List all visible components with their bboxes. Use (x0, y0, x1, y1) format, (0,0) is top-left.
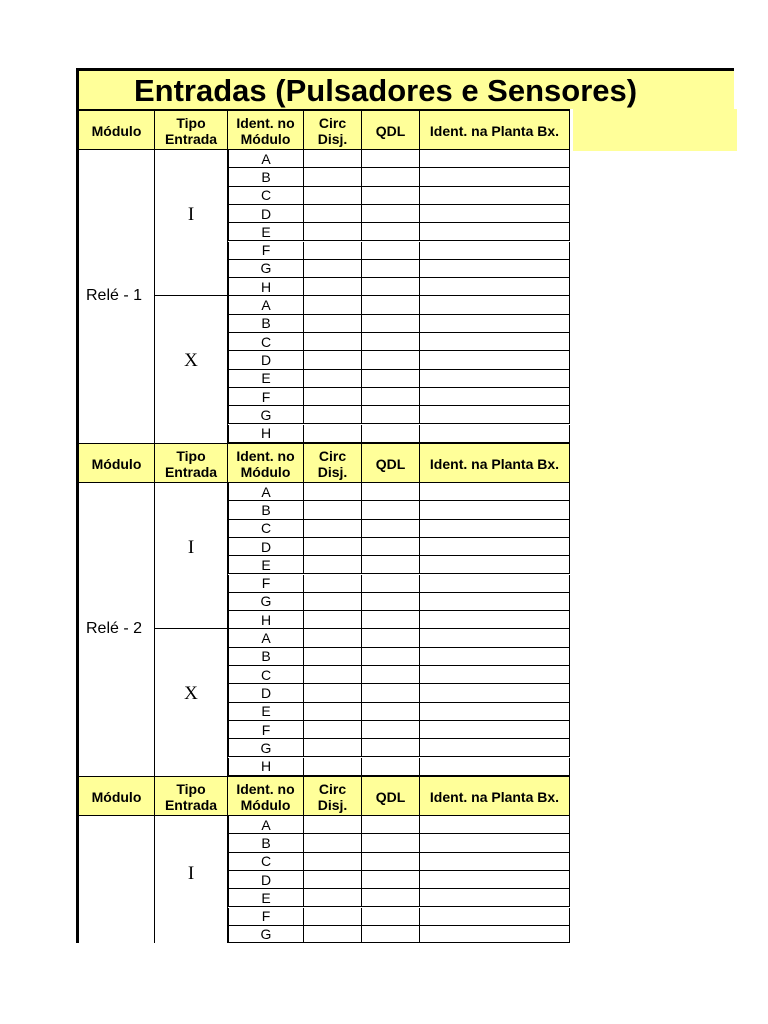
circ-disj-input[interactable] (304, 853, 362, 871)
qdl-input[interactable] (362, 483, 420, 501)
circ-disj-input[interactable] (304, 816, 362, 834)
column-header-circ: Circ Disj. (304, 777, 362, 816)
ident-cell: D (228, 351, 304, 369)
qdl-input[interactable] (362, 926, 420, 943)
ident-cell: B (228, 168, 304, 186)
column-header-qdl: QDL (362, 444, 420, 483)
qdl-input[interactable] (362, 703, 420, 721)
ident-cell: H (228, 611, 304, 629)
circ-disj-input[interactable] (304, 242, 362, 260)
column-header-planta: Ident. na Planta Bx. (420, 777, 570, 816)
ident-cell: C (228, 666, 304, 684)
qdl-input[interactable] (362, 575, 420, 593)
ident-cell: E (228, 703, 304, 721)
tipo-entrada-cell: X (155, 629, 228, 775)
column-header-tipo: Tipo Entrada (155, 444, 228, 483)
ident-cell: G (228, 260, 304, 278)
planta-input[interactable] (420, 483, 570, 501)
qdl-input[interactable] (362, 150, 420, 168)
column-header-modulo: Módulo (76, 777, 155, 816)
ident-cell: F (228, 721, 304, 739)
planta-input[interactable] (420, 187, 570, 205)
ident-cell: B (228, 315, 304, 333)
ident-cell: B (228, 501, 304, 519)
planta-input[interactable] (420, 703, 570, 721)
ident-cell: D (228, 684, 304, 702)
qdl-input[interactable] (362, 538, 420, 556)
planta-input[interactable] (420, 889, 570, 907)
qdl-input[interactable] (362, 187, 420, 205)
circ-disj-input[interactable] (304, 223, 362, 241)
qdl-input[interactable] (362, 520, 420, 538)
qdl-input[interactable] (362, 889, 420, 907)
circ-disj-input[interactable] (304, 260, 362, 278)
planta-input[interactable] (420, 871, 570, 889)
ident-cell: H (228, 425, 304, 443)
qdl-input[interactable] (362, 611, 420, 629)
column-header-modulo: Módulo (76, 111, 155, 150)
qdl-input[interactable] (362, 278, 420, 296)
qdl-input[interactable] (362, 242, 420, 260)
qdl-input[interactable] (362, 406, 420, 424)
circ-disj-input[interactable] (304, 520, 362, 538)
ident-cell: G (228, 739, 304, 757)
ident-cell: E (228, 370, 304, 388)
ident-cell: B (228, 834, 304, 852)
circ-disj-input[interactable] (304, 351, 362, 369)
circ-disj-input[interactable] (304, 871, 362, 889)
planta-input[interactable] (420, 370, 570, 388)
circ-disj-input[interactable] (304, 406, 362, 424)
planta-input[interactable] (420, 168, 570, 186)
planta-input[interactable] (420, 315, 570, 333)
ident-cell: A (228, 629, 304, 647)
qdl-input[interactable] (362, 739, 420, 757)
tipo-entrada-cell: I (155, 150, 228, 296)
column-header-qdl: QDL (362, 777, 420, 816)
ident-cell: F (228, 388, 304, 406)
circ-disj-input[interactable] (304, 483, 362, 501)
ident-cell: F (228, 908, 304, 926)
ident-cell: A (228, 483, 304, 501)
column-header-circ: Circ Disj. (304, 111, 362, 150)
circ-disj-input[interactable] (304, 168, 362, 186)
ident-cell: A (228, 296, 304, 314)
ident-cell: B (228, 648, 304, 666)
circ-disj-input[interactable] (304, 593, 362, 611)
ident-cell: H (228, 758, 304, 776)
qdl-input[interactable] (362, 758, 420, 776)
title-bar (76, 68, 734, 109)
planta-input[interactable] (420, 816, 570, 834)
module-cell: Relé - 2 (76, 483, 155, 776)
circ-disj-input[interactable] (304, 425, 362, 443)
ident-cell: C (228, 333, 304, 351)
planta-input[interactable] (420, 556, 570, 574)
planta-input[interactable] (420, 739, 570, 757)
planta-input[interactable] (420, 926, 570, 943)
module-cell: Relé - 1 (76, 150, 155, 443)
planta-input[interactable] (420, 260, 570, 278)
planta-input[interactable] (420, 834, 570, 852)
column-header-tipo: Tipo Entrada (155, 777, 228, 816)
circ-disj-input[interactable] (304, 150, 362, 168)
ident-cell: A (228, 816, 304, 834)
circ-disj-input[interactable] (304, 501, 362, 519)
planta-input[interactable] (420, 538, 570, 556)
planta-input[interactable] (420, 150, 570, 168)
planta-input[interactable] (420, 425, 570, 443)
qdl-input[interactable] (362, 629, 420, 647)
circ-disj-input[interactable] (304, 296, 362, 314)
page-title: Entradas (Pulsadores e Sensores) (134, 73, 638, 108)
circ-disj-input[interactable] (304, 278, 362, 296)
ident-cell: D (228, 871, 304, 889)
ident-cell: G (228, 926, 304, 943)
qdl-input[interactable] (362, 648, 420, 666)
planta-input[interactable] (420, 721, 570, 739)
qdl-input[interactable] (362, 370, 420, 388)
circ-disj-input[interactable] (304, 575, 362, 593)
ident-cell: F (228, 575, 304, 593)
circ-disj-input[interactable] (304, 666, 362, 684)
column-header-planta: Ident. na Planta Bx. (420, 444, 570, 483)
planta-input[interactable] (420, 666, 570, 684)
circ-disj-input[interactable] (304, 703, 362, 721)
planta-input[interactable] (420, 333, 570, 351)
circ-disj-input[interactable] (304, 908, 362, 926)
planta-input[interactable] (420, 351, 570, 369)
planta-input[interactable] (420, 205, 570, 223)
planta-input[interactable] (420, 388, 570, 406)
qdl-input[interactable] (362, 260, 420, 278)
column-header-ident: Ident. no Módulo (228, 444, 304, 483)
planta-input[interactable] (420, 242, 570, 260)
circ-disj-input[interactable] (304, 611, 362, 629)
planta-input[interactable] (420, 278, 570, 296)
ident-cell: D (228, 205, 304, 223)
tipo-entrada-cell: I (155, 483, 228, 629)
circ-disj-input[interactable] (304, 205, 362, 223)
column-header-planta: Ident. na Planta Bx. (420, 111, 570, 150)
qdl-input[interactable] (362, 834, 420, 852)
ident-cell: G (228, 406, 304, 424)
planta-input[interactable] (420, 296, 570, 314)
planta-input[interactable] (420, 575, 570, 593)
planta-input[interactable] (420, 908, 570, 926)
column-header-modulo: Módulo (76, 444, 155, 483)
column-header-ident: Ident. no Módulo (228, 777, 304, 816)
qdl-input[interactable] (362, 556, 420, 574)
ident-cell: E (228, 556, 304, 574)
qdl-input[interactable] (362, 351, 420, 369)
ident-cell: E (228, 223, 304, 241)
circ-disj-input[interactable] (304, 889, 362, 907)
ident-cell: H (228, 278, 304, 296)
circ-disj-input[interactable] (304, 538, 362, 556)
planta-input[interactable] (420, 853, 570, 871)
planta-input[interactable] (420, 629, 570, 647)
ident-cell: G (228, 593, 304, 611)
column-header-qdl: QDL (362, 111, 420, 150)
circ-disj-input[interactable] (304, 629, 362, 647)
circ-disj-input[interactable] (304, 333, 362, 351)
circ-disj-input[interactable] (304, 187, 362, 205)
circ-disj-input[interactable] (304, 739, 362, 757)
module-cell (76, 816, 155, 943)
qdl-input[interactable] (362, 908, 420, 926)
planta-input[interactable] (420, 223, 570, 241)
qdl-input[interactable] (362, 593, 420, 611)
circ-disj-input[interactable] (304, 370, 362, 388)
planta-input[interactable] (420, 648, 570, 666)
qdl-input[interactable] (362, 333, 420, 351)
tipo-entrada-cell: I (155, 816, 228, 943)
ident-cell: C (228, 187, 304, 205)
ident-cell: F (228, 242, 304, 260)
planta-input[interactable] (420, 611, 570, 629)
qdl-input[interactable] (362, 853, 420, 871)
circ-disj-input[interactable] (304, 315, 362, 333)
planta-input[interactable] (420, 406, 570, 424)
planta-input[interactable] (420, 593, 570, 611)
circ-disj-input[interactable] (304, 926, 362, 943)
title-fill-extension (573, 109, 737, 151)
qdl-input[interactable] (362, 388, 420, 406)
circ-disj-input[interactable] (304, 648, 362, 666)
qdl-input[interactable] (362, 315, 420, 333)
qdl-input[interactable] (362, 205, 420, 223)
circ-disj-input[interactable] (304, 684, 362, 702)
ident-cell: A (228, 150, 304, 168)
column-header-tipo: Tipo Entrada (155, 111, 228, 150)
qdl-input[interactable] (362, 425, 420, 443)
qdl-input[interactable] (362, 168, 420, 186)
planta-input[interactable] (420, 520, 570, 538)
qdl-input[interactable] (362, 684, 420, 702)
planta-input[interactable] (420, 684, 570, 702)
tipo-entrada-cell: X (155, 296, 228, 442)
planta-input[interactable] (420, 758, 570, 776)
circ-disj-input[interactable] (304, 758, 362, 776)
qdl-input[interactable] (362, 666, 420, 684)
qdl-input[interactable] (362, 816, 420, 834)
ident-cell: C (228, 520, 304, 538)
qdl-input[interactable] (362, 296, 420, 314)
column-header-circ: Circ Disj. (304, 444, 362, 483)
circ-disj-input[interactable] (304, 556, 362, 574)
qdl-input[interactable] (362, 501, 420, 519)
ident-cell: C (228, 853, 304, 871)
circ-disj-input[interactable] (304, 721, 362, 739)
ident-cell: E (228, 889, 304, 907)
qdl-input[interactable] (362, 721, 420, 739)
qdl-input[interactable] (362, 223, 420, 241)
column-header-ident: Ident. no Módulo (228, 111, 304, 150)
ident-cell: D (228, 538, 304, 556)
circ-disj-input[interactable] (304, 388, 362, 406)
planta-input[interactable] (420, 501, 570, 519)
qdl-input[interactable] (362, 871, 420, 889)
circ-disj-input[interactable] (304, 834, 362, 852)
